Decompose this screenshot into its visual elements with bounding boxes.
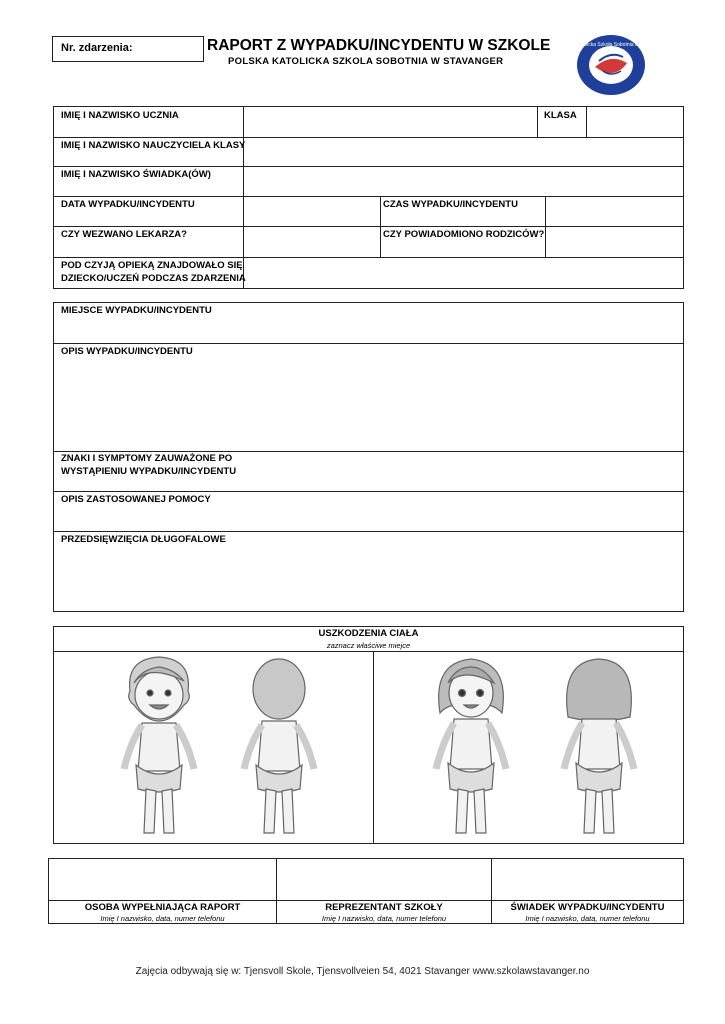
incident-number-label: Nr. zdarzenia: [61, 42, 133, 54]
footer-address: Zajęcia odbywają się w: Tjensvoll Skole, Tjensvollveien 54, 4021 Stavanger www.szkolawstavanger.no [135, 966, 590, 977]
school-logo [559, 33, 663, 97]
teacher-name-label: IMIĘ I NAZWISKO NAUCZYCIELA KLASY [61, 140, 246, 151]
aid-label: OPIS ZASTOSOWANEJ POMOCY [61, 494, 211, 505]
school-subtitle: POLSKA KATOLICKA SZKOLA SOBOTNIA W STAVANGER [228, 56, 504, 67]
location-field[interactable] [54, 318, 683, 343]
supervisor-label-line2: DZIECKO/UCZEŃ PODCZAS ZDARZENIA [61, 273, 246, 284]
date-label: DATA WYPADKU/INCYDENTU [61, 199, 195, 210]
boy-back-figure[interactable] [232, 653, 326, 841]
student-name-field[interactable] [244, 107, 537, 137]
student-name-label: IMIĘ I NAZWISKO UCZNIA [61, 110, 179, 121]
symptoms-field[interactable] [54, 479, 683, 491]
body-injuries-title: USZKODZENIA CIAŁA [318, 628, 419, 639]
time-field[interactable] [546, 197, 683, 226]
symptoms-label-line2: WYSTĄPIENIU WYPADKU/INCYDENTU [61, 466, 237, 477]
class-field[interactable] [587, 107, 683, 137]
witness-name-field[interactable] [244, 167, 683, 196]
description-field[interactable] [54, 359, 683, 451]
symptoms-label-line1: ZNAKI I SYMPTOMY ZAUWAŻONE PO [61, 453, 233, 464]
supervisor-field[interactable] [244, 258, 683, 288]
reporter-label: OSOBA WYPEŁNIAJĄCA RAPORT [84, 902, 241, 913]
body-injuries-section [53, 626, 684, 844]
long-term-label: PRZEDSIĘWZIĘCIA DŁUGOFALOWE [61, 534, 226, 545]
time-label: CZAS WYPADKU/INCYDENTU [383, 199, 518, 210]
doctor-called-label: CZY WEZWANO LEKARZA? [61, 229, 187, 240]
description-label: OPIS WYPADKU/INCYDENTU [61, 346, 193, 357]
school-rep-hint: Imię I nazwisko, data, numer telefonu [321, 914, 447, 923]
witness-label: ŚWIADEK WYPADKU/INCYDENTU [510, 902, 665, 913]
parents-notified-label: CZY POWIADOMIONO RODZICÓW? [383, 229, 545, 240]
reporter-hint: Imię I nazwisko, data, numer telefonu [100, 914, 225, 923]
signatures-table [48, 858, 684, 924]
girl-back-figure[interactable] [552, 653, 646, 841]
incident-number-box[interactable] [52, 36, 204, 62]
long-term-field[interactable] [54, 547, 683, 611]
page-title: RAPORT Z WYPADKU/INCYDENTU W SZKOLE [207, 37, 551, 54]
girl-front-figure[interactable] [424, 653, 518, 841]
date-field[interactable] [244, 197, 380, 226]
supervisor-label-line1: POD CZYJĄ OPIEKĄ ZNAJDOWAŁO SIĘ [61, 260, 243, 271]
class-label: KLASA [544, 110, 577, 121]
witness-hint: Imię I nazwisko, data, numer telefonu [525, 914, 650, 923]
logo-text: Polska Katolicka Szkoła Sobotnia w Stavanger [559, 42, 663, 48]
doctor-called-field[interactable] [244, 227, 380, 257]
school-rep-label: REPREZENTANT SZKOŁY [325, 902, 443, 913]
signature-field-school-rep[interactable] [277, 859, 491, 900]
teacher-name-field[interactable] [244, 138, 683, 166]
parents-notified-field[interactable] [546, 227, 683, 257]
aid-field[interactable] [54, 507, 683, 531]
witness-name-label: IMIĘ I NAZWISKO ŚWIADKA(ÓW) [61, 169, 211, 180]
boy-front-figure[interactable] [112, 653, 206, 841]
description-table [53, 302, 684, 612]
location-label: MIEJSCE WYPADKU/INCYDENTU [61, 305, 212, 316]
info-table [53, 106, 684, 289]
signature-field-reporter[interactable] [49, 859, 276, 900]
body-injuries-hint: zaznacz właściwe miejce [326, 641, 411, 650]
signature-field-witness[interactable] [492, 859, 683, 900]
